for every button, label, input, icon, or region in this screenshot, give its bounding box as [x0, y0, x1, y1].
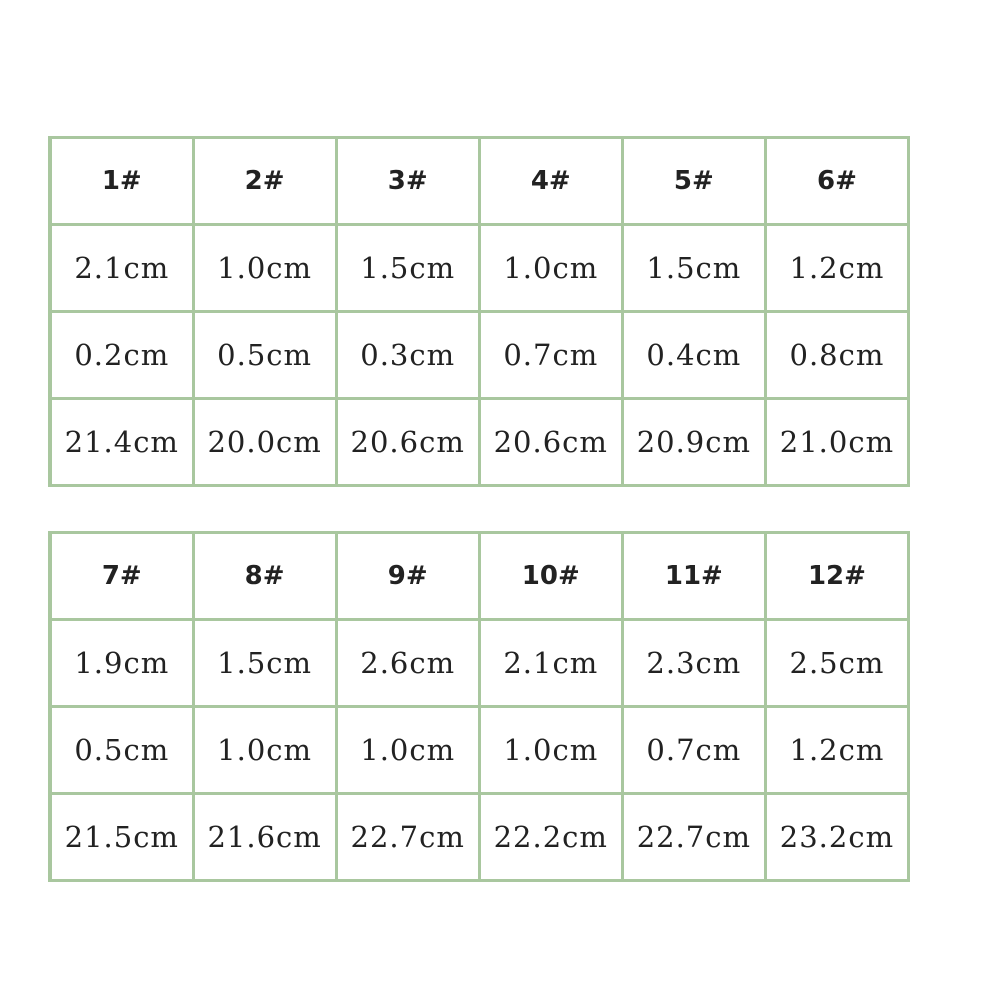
table-cell: 22.7cm [622, 794, 765, 881]
header-cell: 2# [193, 138, 336, 225]
table-cell: 0.8cm [765, 312, 908, 399]
table-cell: 20.9cm [622, 399, 765, 486]
table-row [50, 707, 909, 794]
table-cell: 0.7cm [479, 312, 622, 399]
header-cell: 4# [479, 138, 622, 225]
table-cell: 0.2cm [50, 312, 193, 399]
header-cell: 7# [50, 533, 193, 620]
table-cell: 2.3cm [622, 620, 765, 707]
table-cell: 0.5cm [193, 312, 336, 399]
table-cell: 21.0cm [765, 399, 908, 486]
table-header-row [50, 533, 909, 620]
table-cell: 1.2cm [765, 707, 908, 794]
table-cell: 2.5cm [765, 620, 908, 707]
table-cell: 21.5cm [50, 794, 193, 881]
table-cell: 21.6cm [193, 794, 336, 881]
table-cell: 1.0cm [336, 707, 479, 794]
header-cell: 1# [50, 138, 193, 225]
header-cell: 3# [336, 138, 479, 225]
table-cell: 1.5cm [622, 225, 765, 312]
table-cell: 22.2cm [479, 794, 622, 881]
table-cell: 1.0cm [479, 707, 622, 794]
table-cell: 1.0cm [479, 225, 622, 312]
header-cell: 12# [765, 533, 908, 620]
table-cell: 1.0cm [193, 225, 336, 312]
table-cell: 21.4cm [50, 399, 193, 486]
table-cell: 20.0cm [193, 399, 336, 486]
table-row [50, 312, 909, 399]
table-cell: 23.2cm [765, 794, 908, 881]
table-row [50, 399, 909, 486]
table-row [50, 794, 909, 881]
table-cell: 20.6cm [336, 399, 479, 486]
table-cell: 0.3cm [336, 312, 479, 399]
table-cell: 1.0cm [193, 707, 336, 794]
table-cell: 1.2cm [765, 225, 908, 312]
table-cell: 1.5cm [336, 225, 479, 312]
header-cell: 11# [622, 533, 765, 620]
table-cell: 1.5cm [193, 620, 336, 707]
header-cell: 5# [622, 138, 765, 225]
table-cell: 2.1cm [50, 225, 193, 312]
size-table-2 [48, 531, 910, 882]
table-cell: 0.7cm [622, 707, 765, 794]
table-row [50, 225, 909, 312]
header-cell: 9# [336, 533, 479, 620]
table-cell: 2.6cm [336, 620, 479, 707]
table-cell: 0.4cm [622, 312, 765, 399]
table-cell: 20.6cm [479, 399, 622, 486]
size-table-1 [48, 136, 910, 487]
table-cell: 22.7cm [336, 794, 479, 881]
header-cell: 6# [765, 138, 908, 225]
table-header-row [50, 138, 909, 225]
table-row [50, 620, 909, 707]
table-cell: 2.1cm [479, 620, 622, 707]
header-cell: 8# [193, 533, 336, 620]
table-cell: 0.5cm [50, 707, 193, 794]
header-cell: 10# [479, 533, 622, 620]
table-cell: 1.9cm [50, 620, 193, 707]
